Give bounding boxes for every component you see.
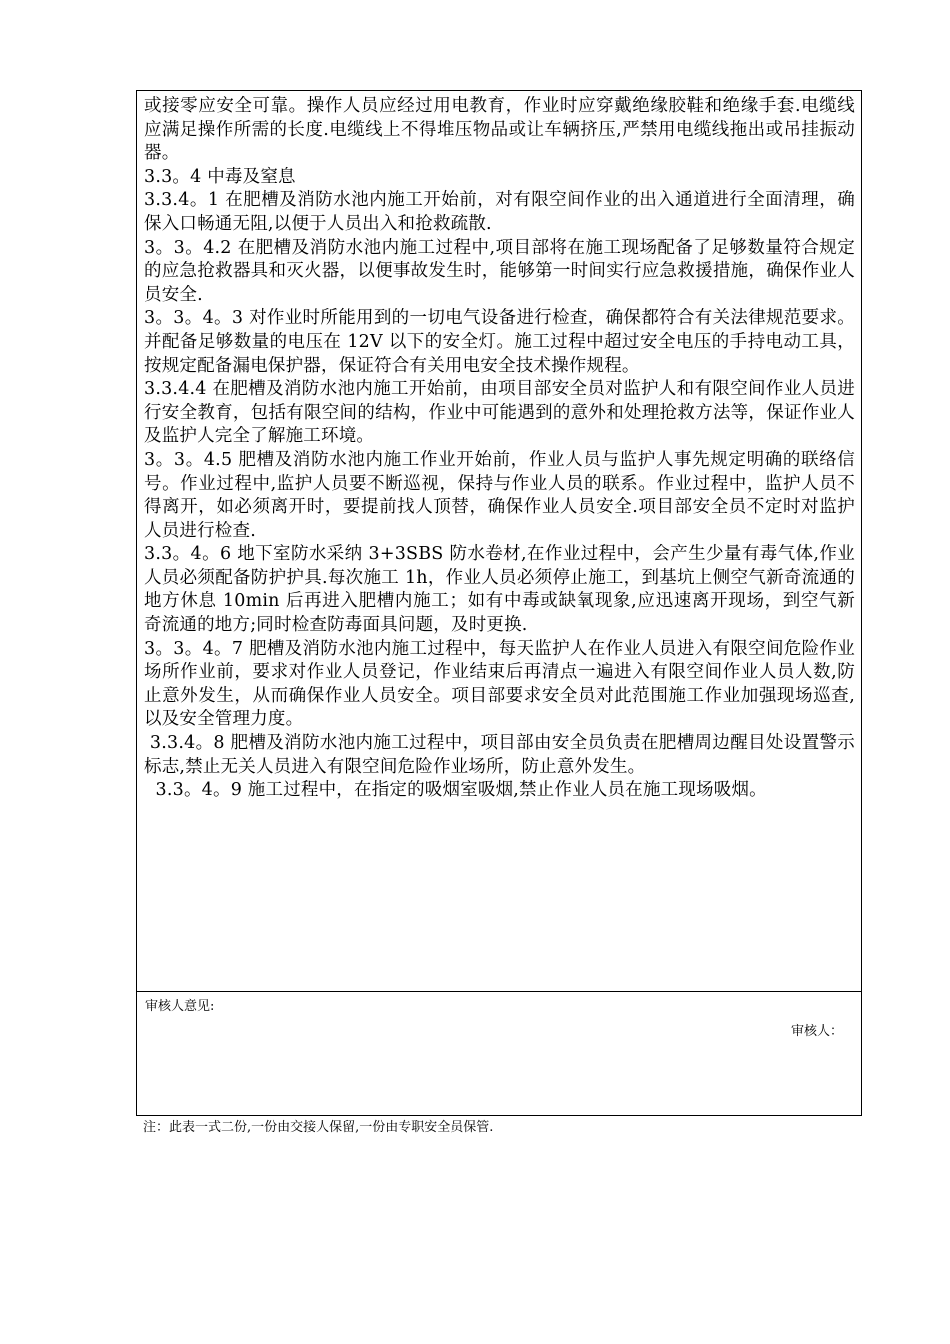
paragraph-electrical-safety: 或接零应安全可靠。操作人员应经过用电教育，作业时应穿戴绝缘胶鞋和绝缘手套.电缆线应满足操作所需的长度.电缆线上不得堆压物品或让车辆挤压,严禁用电缆线拖出或吊挂振动器。 bbox=[144, 96, 855, 164]
paragraph-3-3-4-5: 3。3。4.5 肥槽及消防水池内施工作业开始前，作业人员与监护人事先规定明确的联络信号。作业过程中,监护人员要不断巡视，保持与作业人员的联系。作业过程中，监护人员不得离开，如必须离开时，要提前找人顶替，确保作业人员安全.项目部安全员不定时对监护人员进行检查. bbox=[144, 449, 855, 541]
content-cell bbox=[137, 91, 861, 992]
paragraph-3-3-4-6: 3.3。4。6 地下室防水采纳 3+3SBS 防水卷材,在作业过程中，会产生少量有毒气体,作业人员必须配备防护护具.每次施工 1h，作业人员必须停止施工，到基坑上侧空气新奇流通的地方休息 10min 后再进入肥槽内施工；如有中毒或缺氧现象,应迅速离开现场，到空气新奇流通的地方;同时检查防毒面具问题，及时更换. bbox=[144, 544, 855, 636]
section-heading-poisoning: 3.3。4 中毒及窒息 bbox=[144, 166, 296, 187]
document-table bbox=[136, 90, 862, 1116]
paragraph-3-3-4-2: 3。3。4.2 在肥槽及消防水池内施工过程中,项目部将在施工现场配备了足够数量符合规定的应急抢救器具和灭火器，以便事故发生时，能够第一时间实行应急救援措施，确保作业人员安全. bbox=[144, 237, 855, 305]
review-opinion-label: 审核人意见: bbox=[145, 999, 215, 1014]
paragraph-3-3-4-4: 3.3.4.4 在肥槽及消防水池内施工开始前，由项目部安全员对监护人和有限空间作业人员进行安全教育，包括有限空间的结构，作业中可能遇到的意外和处理抢救方法等，保证作业人及监护人完全了解施工环境。 bbox=[144, 379, 855, 447]
reviewer-label: 审核人： bbox=[790, 1024, 843, 1039]
paragraph-3-3-4-9: 3.3。4。9 施工过程中，在指定的吸烟室吸烟,禁止作业人员在施工现场吸烟。 bbox=[144, 780, 767, 801]
paragraph-3-3-4-8: 3.3.4。8 肥槽及消防水池内施工过程中，项目部由安全员负责在肥槽周边醒目处设置警示标志,禁止无关人员进入有限空间危险作业场所，防止意外发生。 bbox=[144, 733, 855, 777]
review-cell bbox=[137, 992, 861, 1115]
footnote: 注：此表一式二份,一份由交接人保留,一份由专职安全员保管. bbox=[143, 1120, 494, 1135]
paragraph-3-3-4-3: 3。3。4。3 对作业时所能用到的一切电气设备进行检查，确保都符合有关法律规范要求。并配备足够数量的电压在 12V 以下的安全灯。施工过程中超过安全电压的手持电动工具，按规定配备漏电保护器，保证符合有关用电安全技术操作规程。 bbox=[144, 308, 855, 376]
paragraph-3-3-4-1: 3.3.4。1 在肥槽及消防水池内施工开始前，对有限空间作业的出入通道进行全面清理，确保入口畅通无阻,以便于人员出入和抢救疏散. bbox=[144, 190, 855, 234]
paragraph-3-3-4-7: 3。3。4。7 肥槽及消防水池内施工过程中，每天监护人在作业人员进入有限空间危险作业场所作业前，要求对作业人员登记，作业结束后再清点一遍进入有限空间作业人员人数,防止意外发生，从而确保作业人员安全。项目部要求安全员对此范围施工作业加强现场巡查,以及安全管理力度。 bbox=[144, 638, 855, 730]
